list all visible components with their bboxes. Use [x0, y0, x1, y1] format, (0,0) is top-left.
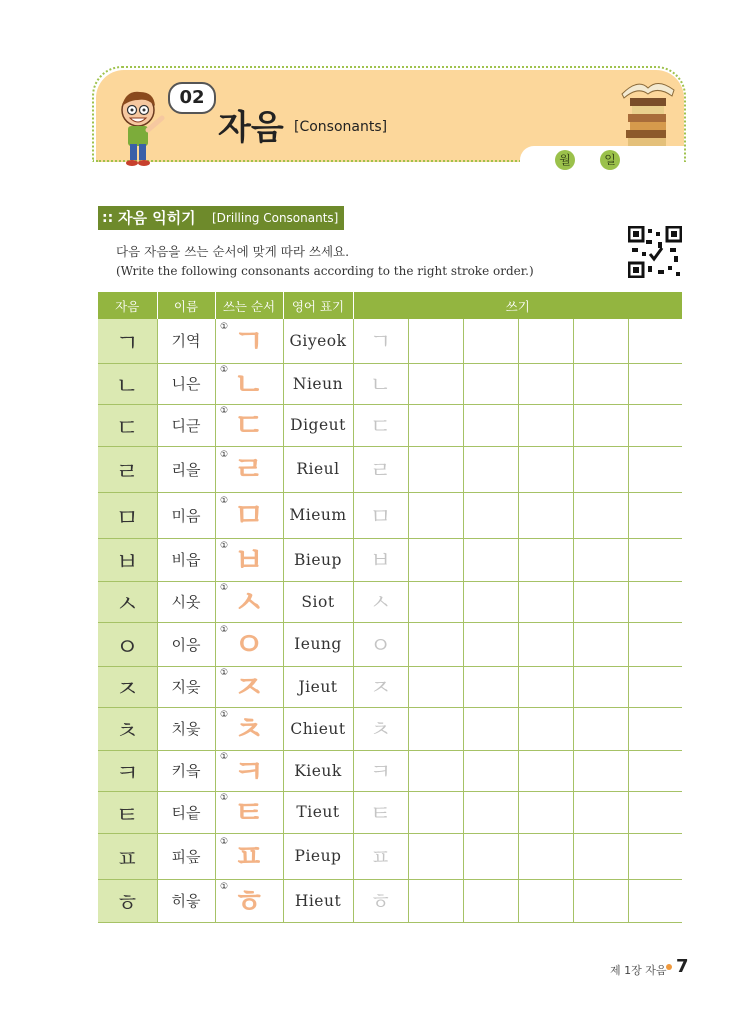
stroke-order-glyph: ㄹ — [233, 450, 265, 488]
stroke-order-guide — [220, 406, 266, 444]
header-consonant: 자음 — [98, 292, 157, 319]
writing-box[interactable] — [463, 538, 518, 581]
writing-box[interactable] — [628, 666, 682, 707]
header-writing: 쓰기 — [353, 292, 682, 319]
consonant-cell: ㅇ — [98, 622, 157, 666]
trace-cell[interactable]: ㄱ — [353, 319, 408, 363]
stroke-order-guide — [220, 709, 266, 748]
consonant-cell: ㅈ — [98, 666, 157, 707]
stroke-order-glyph: ㄴ — [233, 364, 265, 403]
consonant-cell: ㅂ — [98, 538, 157, 581]
writing-box[interactable] — [408, 707, 463, 750]
stroke-order-cell — [215, 879, 283, 922]
stroke-number-marker: ① — [220, 625, 229, 635]
stroke-order-cell — [215, 707, 283, 750]
trace-cell[interactable]: ㅌ — [353, 791, 408, 833]
writing-box[interactable] — [408, 363, 463, 404]
writing-box[interactable] — [408, 622, 463, 666]
table-row — [98, 833, 682, 879]
stroke-number-marker: ① — [220, 496, 229, 506]
romanization-cell: Nieun — [283, 363, 353, 404]
cartoon-boy-illustration — [108, 88, 168, 170]
trace-cell[interactable]: ㅅ — [353, 581, 408, 622]
writing-box[interactable] — [573, 707, 628, 750]
stroke-order-cell — [215, 622, 283, 666]
romanization-cell: Kieuk — [283, 750, 353, 791]
stroke-order-cell — [215, 791, 283, 833]
table-row — [98, 707, 682, 750]
trace-cell[interactable]: ㅍ — [353, 833, 408, 879]
table-row — [98, 622, 682, 666]
writing-box[interactable] — [408, 492, 463, 538]
table-row — [98, 581, 682, 622]
stroke-order-glyph: ㅋ — [233, 751, 265, 790]
writing-box[interactable] — [573, 363, 628, 404]
writing-box[interactable] — [463, 622, 518, 666]
stroke-order-glyph: ㅇ — [233, 625, 265, 663]
writing-box[interactable] — [408, 538, 463, 581]
writing-box[interactable] — [518, 833, 573, 879]
consonant-cell: ㄴ — [98, 363, 157, 404]
table-row — [98, 879, 682, 922]
table-header-row — [98, 292, 682, 319]
stroke-order-glyph: ㄷ — [233, 406, 265, 444]
writing-box[interactable] — [463, 319, 518, 363]
table-row — [98, 538, 682, 581]
writing-box[interactable] — [463, 581, 518, 622]
romanization-cell: Chieut — [283, 707, 353, 750]
writing-box[interactable] — [408, 666, 463, 707]
trace-cell[interactable]: ㅁ — [353, 492, 408, 538]
table-row — [98, 446, 682, 492]
writing-box[interactable] — [518, 791, 573, 833]
writing-box[interactable] — [518, 666, 573, 707]
writing-box[interactable] — [408, 791, 463, 833]
writing-box[interactable] — [573, 404, 628, 446]
stroke-order-guide — [220, 321, 266, 360]
consonant-cell: ㅋ — [98, 750, 157, 791]
writing-box[interactable] — [518, 446, 573, 492]
trace-cell[interactable]: ㄹ — [353, 446, 408, 492]
romanization-cell: Digeut — [283, 404, 353, 446]
stroke-order-cell — [215, 319, 283, 363]
consonant-name-cell: 기역 — [157, 319, 215, 363]
stroke-number-marker: ① — [220, 751, 229, 762]
writing-box[interactable] — [573, 446, 628, 492]
footer-bullet-icon — [666, 964, 672, 970]
writing-box[interactable] — [463, 791, 518, 833]
section-subtitle: [Drilling Consonants] — [212, 211, 339, 225]
writing-box[interactable] — [628, 581, 682, 622]
stroke-order-guide — [220, 364, 266, 403]
writing-box[interactable] — [518, 750, 573, 791]
romanization-cell: Tieut — [283, 791, 353, 833]
writing-box[interactable] — [408, 446, 463, 492]
writing-box[interactable] — [518, 538, 573, 581]
table-row — [98, 666, 682, 707]
stroke-number-marker: ① — [220, 406, 229, 416]
page-number: 7 — [676, 956, 689, 977]
trace-cell[interactable]: ㅂ — [353, 538, 408, 581]
writing-box[interactable] — [518, 581, 573, 622]
stroke-order-cell — [215, 538, 283, 581]
stroke-order-glyph: ㅂ — [233, 540, 265, 579]
stroke-order-glyph: ㅁ — [233, 496, 265, 534]
writing-box[interactable] — [573, 581, 628, 622]
table-row — [98, 404, 682, 446]
writing-box[interactable] — [628, 492, 682, 538]
consonant-name-cell: 디귿 — [157, 404, 215, 446]
trace-cell[interactable]: ㅎ — [353, 879, 408, 922]
writing-box[interactable] — [628, 879, 682, 922]
stroke-number-marker: ① — [220, 881, 229, 892]
writing-box[interactable] — [628, 750, 682, 791]
stroke-order-glyph: ㄱ — [233, 321, 265, 360]
month-badge: 월 — [555, 150, 575, 170]
writing-box[interactable] — [518, 879, 573, 922]
day-badge: 일 — [600, 150, 620, 170]
consonant-cell: ㅌ — [98, 791, 157, 833]
writing-box[interactable] — [628, 622, 682, 666]
page-title: 자음 — [218, 108, 284, 148]
romanization-cell: Mieum — [283, 492, 353, 538]
writing-box[interactable] — [628, 707, 682, 750]
trace-cell[interactable]: ㅊ — [353, 707, 408, 750]
writing-box[interactable] — [408, 879, 463, 922]
consonant-cell: ㄹ — [98, 446, 157, 492]
stroke-order-cell — [215, 750, 283, 791]
stroke-order-glyph: ㅎ — [233, 881, 265, 920]
writing-box[interactable] — [628, 363, 682, 404]
writing-box[interactable] — [628, 446, 682, 492]
stroke-number-marker: ① — [220, 582, 229, 593]
romanization-cell: Hieut — [283, 879, 353, 922]
table-row — [98, 363, 682, 404]
instruction-english: (Write the following consonants according to the right stroke order.) — [116, 264, 534, 278]
stroke-order-guide — [220, 837, 266, 875]
writing-box[interactable] — [463, 750, 518, 791]
consonant-cell: ㅎ — [98, 879, 157, 922]
writing-box[interactable] — [573, 833, 628, 879]
trace-cell[interactable]: ㄴ — [353, 363, 408, 404]
table-row — [98, 750, 682, 791]
writing-box[interactable] — [408, 319, 463, 363]
romanization-cell: Giyeok — [283, 319, 353, 363]
writing-box[interactable] — [573, 622, 628, 666]
qr-code-icon — [628, 226, 682, 278]
trace-cell[interactable]: ㄷ — [353, 404, 408, 446]
writing-box[interactable] — [408, 404, 463, 446]
writing-box[interactable] — [518, 492, 573, 538]
stroke-order-guide — [220, 751, 266, 790]
consonant-cell: ㄱ — [98, 319, 157, 363]
section-bullet-icon: :: — [102, 210, 114, 226]
writing-box[interactable] — [518, 622, 573, 666]
stroke-number-marker: ① — [220, 540, 229, 551]
writing-box[interactable] — [463, 446, 518, 492]
stroke-number-marker: ① — [220, 837, 229, 847]
stroke-number-marker: ① — [220, 364, 229, 375]
writing-box[interactable] — [518, 363, 573, 404]
writing-box[interactable] — [573, 492, 628, 538]
stroke-order-glyph: ㅈ — [233, 667, 265, 706]
trace-cell[interactable]: ㅈ — [353, 666, 408, 707]
writing-box[interactable] — [518, 319, 573, 363]
lesson-number-badge: 02 — [168, 82, 216, 114]
stroke-order-glyph: ㅅ — [233, 582, 265, 621]
stroke-order-guide — [220, 625, 266, 663]
consonant-practice-table — [98, 292, 682, 923]
consonant-cell: ㅊ — [98, 707, 157, 750]
romanization-cell: Bieup — [283, 538, 353, 581]
writing-box[interactable] — [573, 666, 628, 707]
stroke-order-cell — [215, 581, 283, 622]
stroke-order-cell — [215, 446, 283, 492]
table-row — [98, 791, 682, 833]
writing-box[interactable] — [463, 363, 518, 404]
stroke-order-glyph: ㅌ — [233, 793, 265, 831]
writing-box[interactable] — [463, 666, 518, 707]
consonant-name-cell: 리을 — [157, 446, 215, 492]
writing-box[interactable] — [573, 750, 628, 791]
writing-box[interactable] — [628, 791, 682, 833]
book-stack-illustration — [618, 76, 676, 156]
stroke-order-guide — [220, 667, 266, 706]
romanization-cell: Rieul — [283, 446, 353, 492]
writing-box[interactable] — [573, 879, 628, 922]
stroke-order-guide — [220, 540, 266, 579]
consonant-cell: ㅁ — [98, 492, 157, 538]
table-row — [98, 319, 682, 363]
writing-box[interactable] — [408, 833, 463, 879]
consonant-cell: ㅅ — [98, 581, 157, 622]
stroke-order-cell — [215, 666, 283, 707]
writing-box[interactable] — [573, 791, 628, 833]
stroke-order-glyph: ㅍ — [233, 837, 265, 875]
romanization-cell: Pieup — [283, 833, 353, 879]
stroke-number-marker: ① — [220, 450, 229, 460]
consonant-name-cell: 시옷 — [157, 581, 215, 622]
header-romanization: 영어 표기 — [283, 292, 353, 319]
stroke-order-cell — [215, 363, 283, 404]
stroke-order-guide — [220, 881, 266, 920]
consonant-name-cell: 비읍 — [157, 538, 215, 581]
writing-box[interactable] — [463, 833, 518, 879]
writing-box[interactable] — [518, 404, 573, 446]
writing-box[interactable] — [408, 750, 463, 791]
section-title: 자음 익히기 — [118, 209, 196, 227]
romanization-cell: Siot — [283, 581, 353, 622]
writing-box[interactable] — [463, 492, 518, 538]
header-name: 이름 — [157, 292, 215, 319]
stroke-number-marker: ① — [220, 667, 229, 678]
page-subtitle: [Consonants] — [294, 119, 388, 135]
writing-box[interactable] — [628, 404, 682, 446]
stroke-order-glyph: ㅊ — [233, 709, 265, 748]
writing-box[interactable] — [518, 707, 573, 750]
consonant-name-cell: 지읒 — [157, 666, 215, 707]
header-stroke-order: 쓰는 순서 — [215, 292, 283, 319]
stroke-order-cell — [215, 833, 283, 879]
consonant-cell: ㄷ — [98, 404, 157, 446]
stroke-order-cell — [215, 492, 283, 538]
stroke-order-guide — [220, 496, 266, 534]
romanization-cell: Ieung — [283, 622, 353, 666]
writing-box[interactable] — [628, 538, 682, 581]
consonant-name-cell: 이응 — [157, 622, 215, 666]
trace-cell[interactable]: ㅋ — [353, 750, 408, 791]
romanization-cell: Jieut — [283, 666, 353, 707]
writing-box[interactable] — [628, 319, 682, 363]
consonant-name-cell: 치읓 — [157, 707, 215, 750]
writing-box[interactable] — [573, 538, 628, 581]
stroke-order-guide — [220, 450, 266, 488]
instruction-korean: 다음 자음을 쓰는 순서에 맞게 따라 쓰세요. — [116, 244, 350, 259]
writing-box[interactable] — [628, 833, 682, 879]
consonant-name-cell: 미음 — [157, 492, 215, 538]
consonant-name-cell: 티읕 — [157, 791, 215, 833]
stroke-number-marker: ① — [220, 321, 229, 332]
consonant-name-cell: 피읖 — [157, 833, 215, 879]
writing-box[interactable] — [463, 879, 518, 922]
stroke-number-marker: ① — [220, 709, 229, 720]
table-row — [98, 492, 682, 538]
writing-box[interactable] — [463, 404, 518, 446]
writing-box[interactable] — [573, 319, 628, 363]
consonant-cell: ㅍ — [98, 833, 157, 879]
trace-cell[interactable]: ㅇ — [353, 622, 408, 666]
stroke-order-guide — [220, 582, 266, 621]
consonant-name-cell: 니은 — [157, 363, 215, 404]
consonant-name-cell: 히읗 — [157, 879, 215, 922]
stroke-number-marker: ① — [220, 793, 229, 803]
writing-box[interactable] — [408, 581, 463, 622]
stroke-order-guide — [220, 793, 266, 831]
consonant-name-cell: 키읔 — [157, 750, 215, 791]
footer-chapter: 제 1장 자음 — [610, 964, 667, 977]
stroke-order-cell — [215, 404, 283, 446]
writing-box[interactable] — [463, 707, 518, 750]
